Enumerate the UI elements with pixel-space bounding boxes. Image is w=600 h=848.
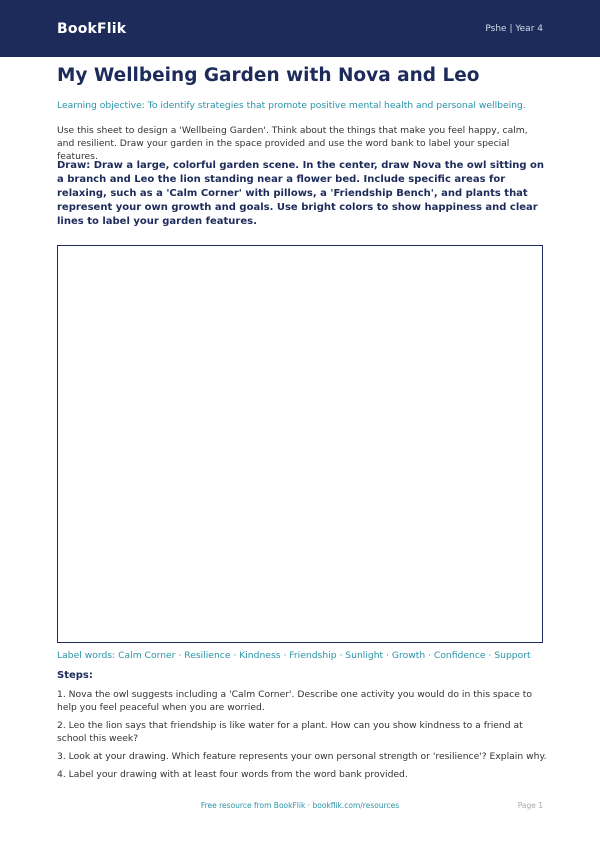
page-footer	[0, 801, 600, 815]
brand-logo: BookFlik	[57, 20, 127, 37]
step-item: 3. Look at your drawing. Which feature represents your own personal strength or 'resilience'? Explain why.	[57, 751, 547, 762]
step-item: 4. Label your drawing with at least four words from the word bank provided.	[57, 769, 408, 780]
footer-link-text: Free resource from BookFlik · bookflik.com/resources	[200, 801, 400, 810]
step-item: 2. Leo the lion says that friendship is like water for a plant. How can you show kindness to a friend at school this week?	[57, 720, 523, 744]
intro-text: Use this sheet to design a 'Wellbeing Garden'. Think about the things that make you feel happy, calm, and resilient. Draw your garden in the space provided and use the word bank to label your special features.	[57, 125, 528, 162]
learning-objective: Learning objective: To identify strategies that promote positive mental health and personal wellbeing.	[57, 100, 526, 111]
steps-list	[57, 688, 547, 786]
drawing-area[interactable]	[57, 245, 543, 643]
page-title: My Wellbeing Garden with Nova and Leo	[57, 65, 480, 86]
draw-instruction: Draw: Draw a large, colorful garden scene. In the center, draw Nova the owl sitting on a branch and Leo the lion standing near a flower bed. Include specific areas for relaxing, such as a 'Calm Corner' with pillows, a 'Friendship Bench', and plants that represent your own growth and goals. Use bright colors to show happiness and clear lines to label your garden features.	[57, 160, 545, 227]
step-item: 1. Nova the owl suggests including a 'Calm Corner'. Describe one activity you would do in this space to help you feel peaceful when you are worried.	[57, 689, 532, 713]
word-bank: Label words: Calm Corner · Resilience · Kindness · Friendship · Sunlight · Growth · Confidence · Support	[57, 650, 531, 661]
steps-heading: Steps:	[57, 670, 93, 681]
page-number: Page 1	[517, 801, 543, 810]
page-header	[0, 0, 600, 57]
subject-year-label: Pshe | Year 4	[485, 23, 543, 34]
